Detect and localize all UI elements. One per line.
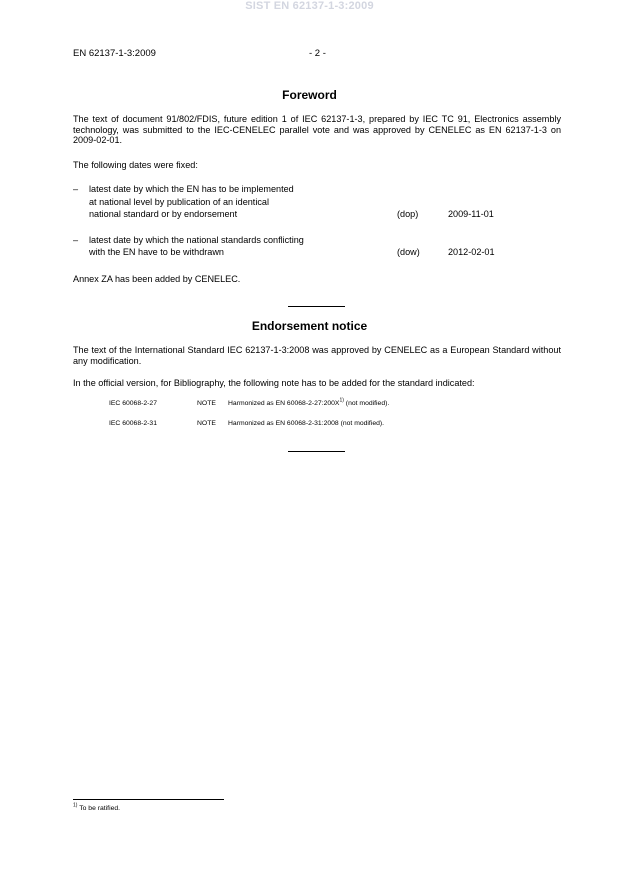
foreword-paragraph: The text of document 91/802/FDIS, future edition 1 of IEC 62137-1-3, prepared by IEC TC 91, Electronics assembly technology, was submitted to the IEC-CENELEC parallel vote and was approved by CENELEC as EN 62137-1-3 on 2009-02-01. [73,114,561,145]
endorsement-title: Endorsement notice [251,319,368,333]
date-value: 2012-02-01 [448,247,495,257]
date-item-line: latest date by which the national standards conflicting [89,235,304,245]
foreword-title: Foreword [282,88,337,102]
footnote-marker: 1) [73,802,78,809]
dates-intro: The following dates were fixed: [73,160,198,170]
date-item-line: with the EN have to be withdrawn [89,247,224,257]
note-text [228,397,390,407]
note-text: Harmonized as EN 60068-2-31:2008 (not modified). [228,420,385,427]
date-item-line: latest date by which the EN has to be implemented [89,184,294,194]
footnote-rule [73,799,224,800]
section-divider [288,306,345,307]
footnote-text: To be ratified. [79,805,121,812]
date-item-line: national standard or by endorsement [89,209,238,219]
note-text-tail: (not modified). [343,400,390,407]
note-ref: IEC 60068-2-27 [109,400,157,407]
bullet-dash: – [73,184,79,194]
bullet-dash: – [73,235,79,245]
section-divider [288,451,345,452]
endorsement-paragraph: The text of the International Standard IEC 62137-1-3:2008 was approved by CENELEC as a European Standard without any modification. [73,345,561,366]
note-text-main: Harmonized as EN 60068-2-27:200X [228,400,340,407]
date-value: 2009-11-01 [448,209,494,219]
date-code: (dop) [397,209,419,219]
date-item-line: at national level by publication of an identical [89,197,269,207]
note-ref: IEC 60068-2-31 [109,420,157,427]
note-label: NOTE [197,400,216,407]
watermark: SIST EN 62137-1-3:2009 [245,0,374,12]
footnote [73,802,121,812]
page-number: - 2 - [309,48,326,59]
note-label: NOTE [197,420,216,427]
annex-note: Annex ZA has been added by CENELEC. [73,274,241,284]
footnote-ref: 1) [339,397,344,404]
document-id: EN 62137-1-3:2009 [73,48,156,59]
bibliography-intro: In the official version, for Bibliography, the following note has to be added for the standard indicated: [73,378,475,388]
date-code: (dow) [397,247,420,257]
